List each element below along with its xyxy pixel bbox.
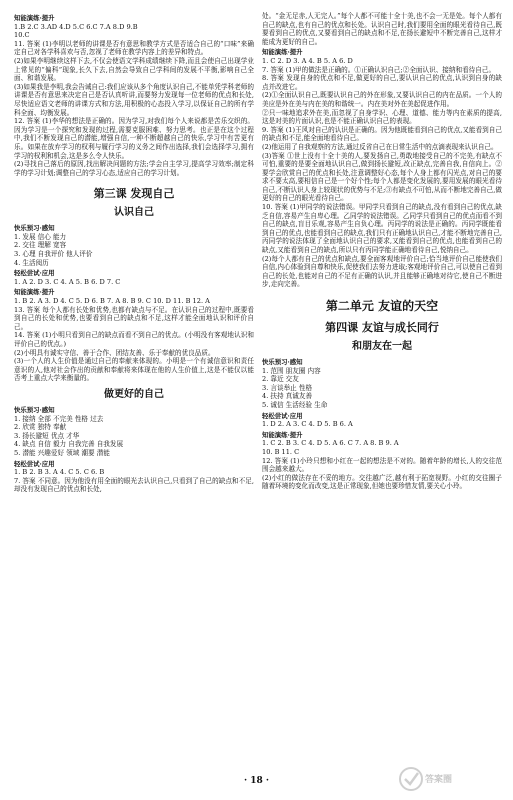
right-answer-paragraph: (2)小红的做法存在不妥的地方。交往越广泛,越有利于拓宽视野。小红的交往圈子随着环境的变化而改变,这是正常现象,但她也要珍惜友情,要关心小玲。 xyxy=(262,473,502,491)
left-answer-paragraph: 13. 答案 每个人都有长处和优势,也都有缺点与不足。在认识自己的过程中,既要看到自己的长处和优势,也要看到自己的缺点和不足,这样才能全面地认识和评价自己。 xyxy=(14,305,254,331)
left-answer-row: 4. 生活阅历 xyxy=(14,258,49,267)
left-answer-row: 1. B 2. B 3. A 4. C 5. C 6. B xyxy=(14,468,105,477)
right-answer-paragraph: 8. 答案 发现自身的优点和不足,做更好的自己,要认识自己的优点,认识到自身的缺点并改进它。 xyxy=(262,74,502,91)
right-answer-row: 1. C 2. B 3. C 4. D 5. A 6. C 7. A 8. B 9. A xyxy=(262,439,399,448)
left-column xyxy=(14,12,254,494)
right-answer-paragraph: 9. 答案 (1)王风对自己的认识是正确的。因为他既能看到自己的优点,又能看到自己的缺点和不足,能全面地看待自己。 xyxy=(262,125,502,143)
left-answer-row: 1. 发展 信心 能力 xyxy=(14,232,67,241)
left-answer-paragraph: (2)小明具有诚实守信、善于合作、团结友善、乐于奉献的优良品质。 xyxy=(14,348,215,357)
right-answer-row: 2. 靠近 交友 xyxy=(262,375,299,384)
left-answer-row: 2. 欣赏 独特 奉献 xyxy=(14,423,67,432)
right-answer-paragraph: (2)他运用了自我观察的方法,通过反省自己在日常生活中的点滴表现来认识自己。 xyxy=(262,142,498,151)
watermark-text: 答案圈 xyxy=(425,775,453,785)
right-answer-row: 1. C 2. D 3. A 4. B 5. A 6. D xyxy=(262,56,353,65)
page-number: · 18 · xyxy=(243,776,270,786)
left-tag-line xyxy=(14,12,254,23)
left-tag-line xyxy=(14,267,254,278)
left-tag-line xyxy=(14,222,254,233)
right-answer-paragraph: 10. 答案 (1)甲同学的说法错误。甲同学只看到自己的缺点,没有看到自己的优点,缺乏自信,容易产生自卑心理。乙同学的说法错误。乙同学只看到自己的优点而看不到自己的缺点,盲目乐观,容易产生自负心理。丙同学的说法是正确的。丙同学既能看到自己的优点,也能看到自己的缺点,我们只有正确地认识自己,才能不断地完善自己,丙同学的说法体现了全面地认识自己的要求,又能看到自己的优点,也能看到自己的缺点,又能看到自己的缺点,所以只有丙同学能正确地看待自己,悦纳自己。 xyxy=(262,203,502,255)
left-answer-paragraph: 14. 答案 (1)小明只看到自己的缺点而看不到自己的优点。(小明没有客观地认识和评价自己的优点。) xyxy=(14,331,254,348)
left-tag-line xyxy=(14,458,254,469)
left-section-title: 做更好的自己 xyxy=(104,388,164,400)
right-tag-line xyxy=(262,356,502,367)
right-answer-row: 10. B 11. C xyxy=(262,447,300,456)
right-answer-paragraph: 12. 答案 (1)小玲只想和小红在一起的想法是不对的。随着年龄的增长,人的交往范围会越来越大。 xyxy=(262,456,502,474)
left-answer-row: 1.B 2.C 3.AD 4.D 5.C 6.C 7.A 8.D 9.B xyxy=(14,22,138,31)
right-spacer xyxy=(262,289,502,292)
right-lesson-title: 第四课 友谊与成长同行 xyxy=(325,321,439,334)
right-answer-row: 3. 言谈举止 性格 xyxy=(262,383,313,392)
left-answer-row: 3. 扬长避短 优点 才华 xyxy=(14,431,80,440)
right-answer-row: 1. D 2. A 3. C 4. D 5. B 6. A xyxy=(262,420,353,429)
left-answer-row: 2. 交往 理解 宽容 xyxy=(14,241,67,250)
left-tag-line xyxy=(14,404,254,415)
left-section-tag: 快乐预习·感知 xyxy=(14,405,55,414)
left-answer-paragraph: (2)寻找自己落后的原因,找出解决问题的方法;学会自主学习,提高学习效率;制定科学的学习计划;调整自己的学习心态,适应自己的学习计划。 xyxy=(14,160,254,177)
left-answer-paragraph: 12. 答案 (1)李华的想法是正确的。因为学习,对我们每个人来说都是苦乐交织的。因为学习是一个探究和发现的过程,需要克服困难、努力思考。也正是在这个过程中,我们不断发现自己的潜能,增强自信,一种不断超越自己的快乐,学习中有苦更有乐。如果在放弃学习的权利与履行学习的义务之间作出选择,我们会选择学习,拥有学习的权利和机会,这是多么令人快乐。 xyxy=(14,117,254,160)
right-section-title: 和朋友在一起 xyxy=(352,341,412,352)
right-unit-title: 第二单元 友谊的天空 xyxy=(325,299,439,313)
right-tag-line xyxy=(262,46,502,57)
right-answer-row: 5. 诚信 生活经验 生命 xyxy=(262,400,328,409)
right-column xyxy=(262,12,502,491)
left-section-tag: 知能演练·提升 xyxy=(14,288,55,297)
left-answer-paragraph: 11. 答案 (1)李明以老师的讲课是否有意思和教学方式是否适合自己的“口味”来确定自己对各学科喜欢与否,忽视了老师在教学内容上的差异和特点。 xyxy=(14,39,254,57)
right-answer-paragraph: 处。“金无足赤,人无完人。”每个人都不可能十全十美,也不会一无是处。每个人都有自己的缺点,也有自己的优点和长处。认识自己时,我们要用全面的眼光看待自己,既要看到自己的优点,又要看到自己的缺点和不足,在扬长避短中不断完善自己,这样才能成为更好的自己。 xyxy=(262,12,502,46)
right-answer-row: 1. 范围 朋友圈 内容 xyxy=(262,366,321,375)
watermark xyxy=(397,762,507,796)
right-section-tag: 知能演练·提升 xyxy=(262,430,303,439)
right-answer-paragraph: 7. 答案 (1)甲的做法是正确的。①正确认识自己;②全面认识、接纳和看待自己。 xyxy=(262,65,496,74)
right-answer-paragraph: (2)①全面认识自己,既要认识自己的外在形象,又要认识自己的内在品质。一个人的美应是外在美与内在美的和谐统一。内在美对外在美起促进作用。 xyxy=(262,91,502,108)
left-section-tag: 知能演练·提升 xyxy=(14,14,55,22)
left-answer-row: 10.C xyxy=(14,31,30,40)
left-answer-row: 4. 缺点 自信 毅力 自我完善 自我发展 xyxy=(14,440,124,449)
right-section-tag: 轻松尝试·应用 xyxy=(262,411,303,420)
right-tag-line xyxy=(262,410,502,421)
left-section-title: 认识自己 xyxy=(114,207,154,219)
left-answer-row: 5. 潜能 兴趣爱好 领域 潮要 潜能 xyxy=(14,448,110,457)
left-tag-line xyxy=(14,286,254,297)
right-section-tag: 知能演练·提升 xyxy=(262,48,303,57)
left-lesson-title: 第三课 发现自己 xyxy=(93,187,175,201)
right-answer-paragraph: (2)每个人都有自己的优点和缺点,要全面客观地评价自己;恰当地评价自己能使我们自信,内心体验到自尊和快乐,促使我们去努力进取;客观地评价自己,可以使自己看到自己的长处,也能对自己的不足有正确的认识,并且能够正确地对待它,使自己不断进步,走向完善。 xyxy=(262,254,502,289)
right-tag-line xyxy=(262,429,502,440)
left-answer-paragraph: (2)如果李明继续这样下去,不仅会使语文学科成绩继续下降,而且会使自己出现学业上常见的“偏科”现象,长久下去,自然会导致自己学科间的发展不平衡,影响自己全面、和谐发展。 xyxy=(14,56,254,83)
left-spacer xyxy=(14,177,254,180)
right-answer-paragraph: ②只一味地追求外在美,而忽视了自身学识、心理、道德、能力等内在素质的提高,这是对美的片面认识,也是不能正确认识自己的表现。 xyxy=(262,108,502,126)
right-answer-paragraph: (3)答案 ①世上没有十全十美的人,要发扬自己,勇敢地接受自己的不完美,有缺点不可怕,重要的是要全面地认识自己,做到扬长避短,改正缺点,完善自我,自信向上。②要学会欣赏自己的优点和长处,注意调整好心态,每个人身上都有闪光点,对自己的要求不要太高,要相信自己是一个好个性;每个人都是变化发展的,要用发展的眼光看待自己,不断认识人身上较现状的优势与不足;③有缺点不可怕,从而不断地完善自己,做更好的自己的眼光看待自己。 xyxy=(262,151,502,203)
left-answer-paragraph: 7. 答案 不同意。因为他没有用全面的眼光去认识自己,只看到了自己的缺点和不足,却没有发现自己的优点和长处, xyxy=(14,476,254,494)
left-answer-row: 3. 心理 自我评价 他人评价 xyxy=(14,250,93,259)
left-section-tag: 轻松尝试·应用 xyxy=(14,269,55,278)
left-answer-paragraph: (3)一个人的人生价值是通过自己的奉献来体现的。小明是一个有诚信意识和责任意识的人,他对社会作出的贡献和奉献将来体现在他的人生价值上,这是不能仅以能否考上重点大学来衡量的。 xyxy=(14,357,254,383)
left-section-tag: 轻松尝试·应用 xyxy=(14,459,55,468)
left-answer-row: 1. 接纳 全部 不完美 性格 过去 xyxy=(14,414,104,423)
left-section-tag: 快乐预习·感知 xyxy=(14,224,55,233)
right-answer-row: 4. 扶持 真诚友善 xyxy=(262,392,313,401)
left-answer-row: 1. B 2. A 3. D 4. C 5. D 6. B 7. A 8. B 9. C 10. D 11. B 12. A xyxy=(14,297,210,306)
left-answer-paragraph: (3)如果我是李明,我会告诫自己:我们应该从多个角度认识自己,不能单凭学科老师的讲课是否有意思来决定自己是否认真听讲,而要努力发现每一位老师的优点和长处,尽快适应语文老师的讲课方式和方法,用积极的心态投入学习,以保证自己的所有学科全面、均衡发展。 xyxy=(14,82,254,117)
left-answer-row: 1. A 2. D 3. C 4. A 5. B 6. D 7. C xyxy=(14,277,121,286)
right-section-tag: 快乐预习·感知 xyxy=(262,358,303,366)
